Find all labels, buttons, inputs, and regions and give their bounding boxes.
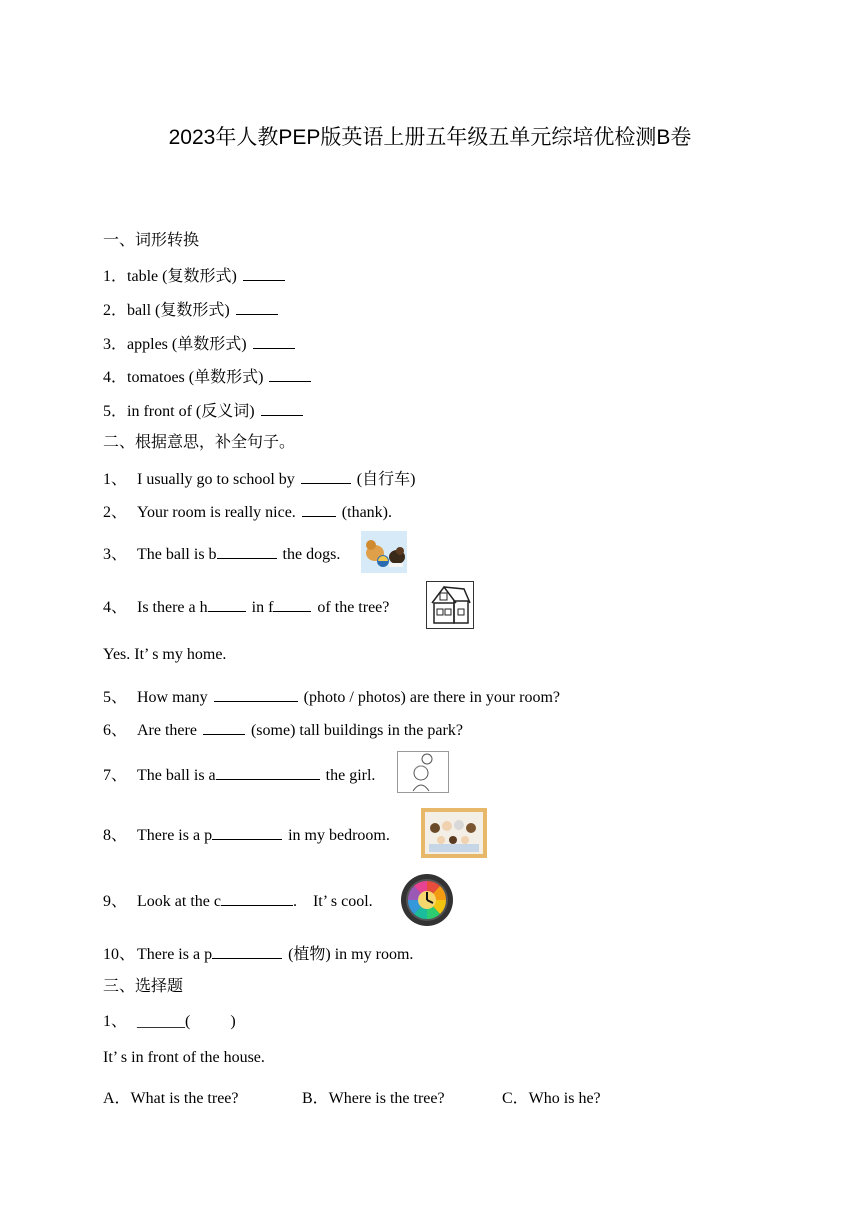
item-number: 4、: [103, 599, 128, 616]
item-number: 10、: [103, 946, 136, 963]
answer-blank[interactable]: ______( ): [137, 1013, 236, 1030]
answer-blank[interactable]: [212, 943, 282, 959]
list-item: [103, 265, 291, 287]
answer-blank[interactable]: [217, 543, 277, 559]
list-item: [103, 764, 375, 786]
item-number: 2、: [103, 504, 128, 521]
item-text: (thank).: [341, 504, 392, 521]
item-text: of the tree?: [317, 599, 390, 616]
item-number: 8、: [103, 827, 128, 844]
item-text: (自行车): [356, 471, 416, 488]
answer-blank[interactable]: [236, 299, 278, 315]
item-text: Is there a h: [137, 599, 208, 616]
answer-blank[interactable]: [216, 764, 320, 780]
section-heading: 三、选择题: [103, 978, 184, 995]
item-text: in front of (反义词): [127, 403, 255, 420]
item-number: 2．: [103, 302, 128, 319]
item-number: 5、: [103, 689, 128, 706]
item-text: table (复数形式): [127, 268, 237, 285]
item-text: ball (复数形式): [127, 302, 230, 319]
answer-blank[interactable]: [214, 686, 298, 702]
item-text: (photo / photos) are there in your room?: [303, 689, 561, 706]
item-number: 1．: [103, 268, 128, 285]
item-text: There is a p: [137, 827, 213, 844]
family-photo-picture: [421, 808, 487, 858]
item-text: apples (单数形式): [127, 336, 247, 353]
answer-blank[interactable]: [301, 468, 351, 484]
list-item: [103, 890, 373, 912]
house-picture: [426, 581, 474, 629]
answer-blank[interactable]: [243, 265, 285, 281]
item-text: . It’ s cool.: [292, 893, 373, 910]
item-text: the dogs.: [282, 546, 341, 563]
answer-blank[interactable]: [253, 333, 295, 349]
list-item: [103, 686, 560, 708]
item-number: 1、: [103, 1013, 128, 1030]
list-item: [103, 299, 284, 321]
item-text: tomatoes (单数形式): [127, 369, 264, 386]
item-number: 6、: [103, 722, 128, 739]
dogs-ball-picture: [361, 531, 407, 573]
answer-blank[interactable]: [208, 596, 246, 612]
item-number: 5．: [103, 403, 128, 420]
list-item: [103, 943, 413, 965]
item-text: Your room is really nice.: [137, 504, 296, 521]
item-text: in f: [251, 599, 274, 616]
list-item: [103, 1012, 236, 1032]
clock-picture: [399, 873, 455, 927]
answer-blank[interactable]: [269, 366, 311, 382]
item-number: 7、: [103, 767, 128, 784]
list-item: [103, 824, 390, 846]
list-item: [103, 501, 392, 523]
item-number: 9、: [103, 893, 128, 910]
list-item: [103, 543, 340, 565]
girl-picture: [397, 751, 449, 793]
answer-blank[interactable]: [273, 596, 311, 612]
list-item: [103, 366, 317, 388]
option-b[interactable]: B．Where is the tree?: [302, 1090, 445, 1107]
item-text: the girl.: [325, 767, 376, 784]
answer-blank[interactable]: [261, 400, 303, 416]
item-text: How many: [137, 689, 208, 706]
item-text: in my bedroom.: [288, 827, 390, 844]
section-heading: 一、词形转换: [103, 232, 200, 249]
item-text: There is a p: [137, 946, 213, 963]
item-number: 1、: [103, 471, 128, 488]
list-item: [103, 400, 309, 422]
answer-blank[interactable]: [212, 824, 282, 840]
answer-blank[interactable]: [203, 719, 245, 735]
list-item: [103, 596, 389, 618]
list-item: [103, 719, 463, 741]
question-prompt: It’ s in front of the house.: [103, 1049, 265, 1066]
answer-blank[interactable]: [302, 501, 336, 517]
item-number: 4．: [103, 369, 128, 386]
option-a[interactable]: A．What is the tree?: [103, 1090, 239, 1107]
item-text: I usually go to school by: [137, 471, 295, 488]
item-text: (some) tall buildings in the park?: [250, 722, 463, 739]
item-text: The ball is a: [137, 767, 216, 784]
section-heading: 二、根据意思，补全句子。: [103, 434, 296, 451]
item-text: The ball is b: [137, 546, 217, 563]
item-number: 3．: [103, 336, 128, 353]
item-number: 3、: [103, 546, 128, 563]
answer-line: Yes. It’ s my home.: [103, 646, 227, 663]
list-item: [103, 468, 415, 490]
option-c[interactable]: C．Who is he?: [502, 1090, 601, 1107]
item-text: Look at the c: [137, 893, 221, 910]
item-text: (植物) in my room.: [288, 946, 414, 963]
page-title: 2023年人教PEP版英语上册五年级五单元综培优检测B卷: [168, 126, 692, 149]
list-item: [103, 333, 301, 355]
answer-blank[interactable]: [221, 890, 293, 906]
item-text: Are there: [137, 722, 197, 739]
